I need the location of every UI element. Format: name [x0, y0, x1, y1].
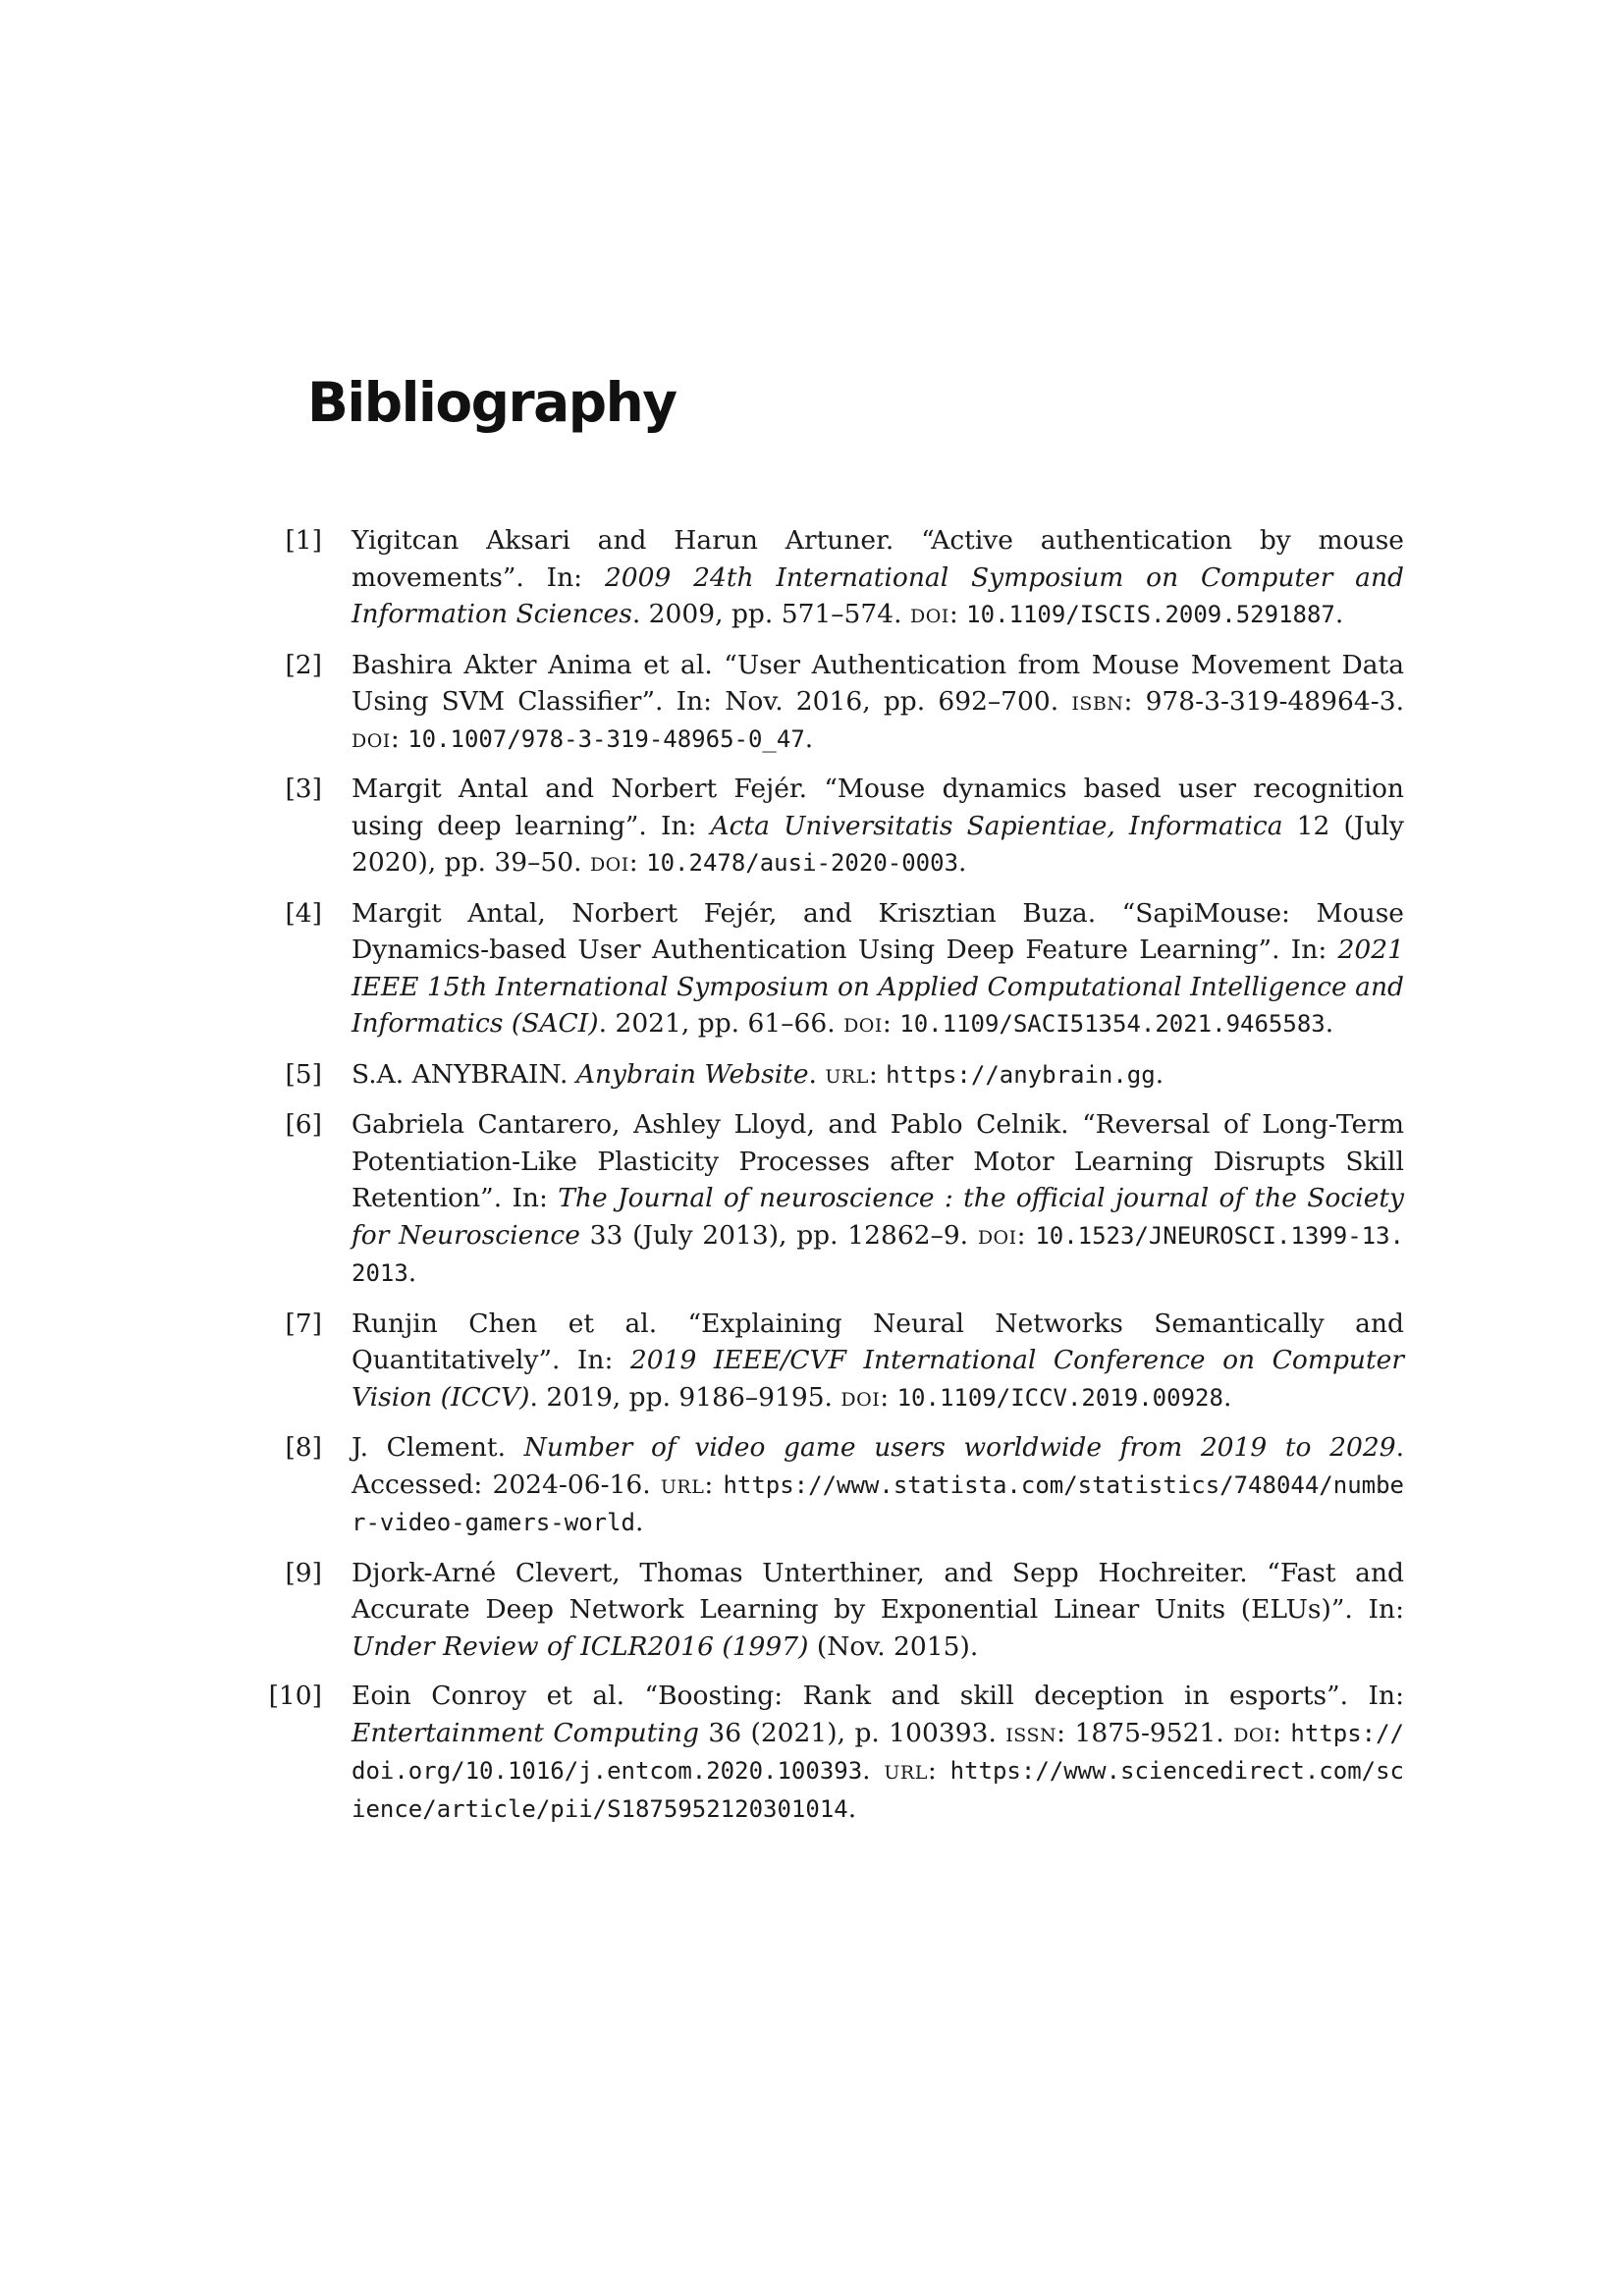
- entry-number: [7]: [285, 1308, 322, 1339]
- entry-text-segment: .: [1334, 599, 1344, 629]
- entry-text: [352, 1106, 1404, 1293]
- entry-text-segment: :: [628, 847, 647, 878]
- entry-number: [5]: [285, 1058, 322, 1090]
- entry-doi-link[interactable]: 10.2478/ausi-2020-0003: [646, 849, 959, 877]
- entry-text-segment: Margit Antal, Norbert Fejér, and Krisztian Buza. “SapiMouse: Mouse Dynamics-based User Authentication Using Deep Feature Learning”. In:: [352, 897, 1404, 965]
- entry-text-segment: .: [1222, 1381, 1232, 1413]
- entry-text: [352, 1678, 1404, 1828]
- entry-text-segment: . 2021, pp. 61–66.: [598, 1008, 844, 1039]
- entry-text-segment: . Accessed: 2024-06-16.: [352, 1432, 1404, 1500]
- entry-text-segment: . 2009, pp. 571–574.: [631, 599, 910, 629]
- entry-number: [1]: [285, 525, 322, 556]
- entry-text-segment: .: [407, 1257, 417, 1288]
- entry-doi-link[interactable]: 10.1007/978-3-319-48965-0_47: [407, 724, 805, 753]
- entry-text: [352, 522, 1404, 634]
- entry-text-segment: Gabriela Cantarero, Ashley Lloyd, and Pablo Celnik. “Reversal of Long-Term Potentiation-Like Plasticity Processes after Motor Learning Disrupts Skill Retention”. In:: [352, 1109, 1404, 1213]
- bibliography-entry: [285, 1429, 1404, 1542]
- entry-field-label: url: [884, 1755, 928, 1786]
- entry-text-segment: .: [1325, 1008, 1334, 1039]
- entry-title-italic: Number of video game users worldwide from 2019 to 2029: [523, 1432, 1396, 1463]
- entry-text-segment: :: [1016, 1219, 1036, 1251]
- entry-url-link[interactable]: https://www.statista.com/statistics/748044/number-video-gamers-world: [352, 1470, 1404, 1536]
- entry-text-segment: (Nov. 2015).: [808, 1630, 979, 1662]
- entry-text-segment: .: [808, 1058, 826, 1090]
- entry-text: [352, 895, 1404, 1043]
- entry-title-italic: Anybrain Website: [575, 1058, 809, 1090]
- entry-text-segment: Djork-Arné Clevert, Thomas Unterthiner, and Sepp Hochreiter. “Fast and Accurate Deep Network Learning by Exponential Linear Units (ELUs)”. In:: [352, 1557, 1404, 1625]
- entry-text: [352, 1555, 1404, 1666]
- entry-text-segment: Bashira Akter Anima et al. “User Authentication from Mouse Movement Data Using SVM Classifier”. In: Nov. 2016, pp. 692–700.: [352, 649, 1404, 717]
- entry-doi-link[interactable]: 10.1523/JNEUROSCI.1399-13.2013: [352, 1221, 1404, 1287]
- entry-text: [352, 1429, 1404, 1542]
- bibliography-entry: [285, 522, 1405, 634]
- entry-number: [8]: [285, 1432, 322, 1463]
- entry-text-segment: :: [704, 1468, 724, 1500]
- entry-title-italic: 2009 24th International Symposium on Computer and Information Sciences: [352, 561, 1405, 629]
- entry-text-segment: 36 (2021), p. 100393.: [698, 1717, 1006, 1748]
- entry-text: [352, 1056, 1404, 1095]
- entry-text-segment: S.A. ANYBRAIN.: [352, 1058, 576, 1090]
- entry-text-segment: .: [862, 1755, 885, 1786]
- entry-number: [3]: [285, 774, 322, 804]
- entry-title-italic: 2019 IEEE/CVF International Conference on Computer Vision (ICCV): [352, 1345, 1404, 1413]
- entry-field-label: doi: [352, 722, 391, 754]
- entry-text: [352, 1306, 1404, 1417]
- entry-field-label: isbn: [1071, 686, 1124, 717]
- entry-field-label: doi: [840, 1381, 881, 1413]
- entry-field-label: doi: [589, 847, 629, 878]
- bibliography-entry: [285, 1056, 1404, 1095]
- entry-field-label: doi: [909, 599, 949, 629]
- entry-field-label: doi: [843, 1008, 883, 1039]
- bibliography-list: [268, 522, 1405, 1841]
- entry-field-label: doi: [977, 1219, 1017, 1251]
- entry-text-segment: :: [1272, 1717, 1291, 1748]
- entry-title-italic: The Journal of neuroscience : the official journal of the Society for Neuroscience: [352, 1183, 1405, 1251]
- entry-text-segment: .: [634, 1507, 644, 1537]
- page-title: Bibliography: [307, 371, 677, 434]
- bibliography-entry: [285, 1106, 1405, 1293]
- entry-number: [10]: [268, 1681, 322, 1711]
- entry-number: [4]: [285, 897, 322, 929]
- entry-url-link[interactable]: https://anybrain.gg: [886, 1060, 1156, 1089]
- bibliography-entry: [268, 1678, 1404, 1828]
- entry-doi-link[interactable]: 10.1109/ISCIS.2009.5291887: [966, 601, 1335, 628]
- entry-title-italic: 2021 IEEE 15th International Symposium on Applied Computational Intelligence and Informatics (SACI): [352, 934, 1404, 1039]
- entry-text: [352, 771, 1404, 882]
- entry-text-segment: :: [390, 722, 408, 754]
- bibliography-entry: [285, 647, 1404, 759]
- entry-doi-link[interactable]: 10.1109/SACI51354.2021.9465583: [899, 1010, 1326, 1038]
- entry-text-segment: .: [804, 722, 814, 754]
- entry-text-segment: .: [958, 847, 967, 878]
- entry-text-segment: :: [882, 1008, 900, 1039]
- entry-text-segment: :: [868, 1058, 887, 1090]
- entry-url-link[interactable]: https://www.sciencedirect.com/science/article/pii/S1875952120301014: [352, 1757, 1404, 1823]
- entry-text-segment: . 2019, pp. 9186–9195.: [529, 1381, 841, 1413]
- entry-text: [352, 647, 1404, 759]
- entry-text-segment: :: [948, 599, 967, 629]
- entry-text-segment: : 978-3-319-48964-3.: [1123, 686, 1404, 717]
- entry-text-segment: Yigitcan Aksari and Harun Artuner. “Active authentication by mouse movements”. In:: [352, 525, 1404, 593]
- entry-field-label: doi: [1233, 1717, 1273, 1748]
- entry-doi-link[interactable]: 10.1109/ICCV.2019.00928: [896, 1383, 1223, 1412]
- bibliography-entry: [285, 1555, 1404, 1666]
- entry-text-segment: J. Clement.: [352, 1432, 524, 1463]
- entry-text-segment: 33 (July 2013), pp. 12862–9.: [579, 1219, 978, 1251]
- bibliography-entry: [285, 771, 1404, 882]
- entry-text-segment: Margit Antal and Norbert Fejér. “Mouse dynamics based user recognition using deep learning”. In:: [352, 774, 1404, 841]
- entry-text-segment: .: [1155, 1058, 1164, 1090]
- entry-text-segment: Runjin Chen et al. “Explaining Neural Networks Semantically and Quantitatively”. In:: [352, 1308, 1404, 1375]
- entry-title-italic: Under Review of ICLR2016 (1997): [352, 1630, 809, 1662]
- entry-field-label: url: [825, 1058, 869, 1090]
- entry-title-italic: Entertainment Computing: [352, 1717, 699, 1748]
- bibliography-entry: [285, 1306, 1404, 1417]
- entry-text-segment: 12 (July 2020), pp. 39–50.: [352, 810, 1404, 878]
- entry-text-segment: :: [880, 1381, 897, 1413]
- entry-field-label: url: [660, 1468, 705, 1500]
- entry-url-link[interactable]: https://doi.org/10.1016/j.entcom.2020.100393: [352, 1719, 1404, 1785]
- entry-field-label: issn: [1005, 1717, 1057, 1748]
- entry-text-segment: :: [927, 1755, 950, 1786]
- entry-number: [2]: [285, 649, 322, 680]
- entry-title-italic: Acta Universitatis Sapientiae, Informatica: [710, 810, 1283, 841]
- entry-text-segment: Eoin Conroy et al. “Boosting: Rank and skill deception in esports”. In:: [352, 1681, 1404, 1711]
- entry-text-segment: : 1875-9521.: [1056, 1717, 1234, 1748]
- bibliography-entry: [285, 895, 1404, 1043]
- entry-number: [9]: [285, 1557, 322, 1588]
- entry-text-segment: .: [847, 1792, 857, 1824]
- entry-number: [6]: [285, 1109, 322, 1140]
